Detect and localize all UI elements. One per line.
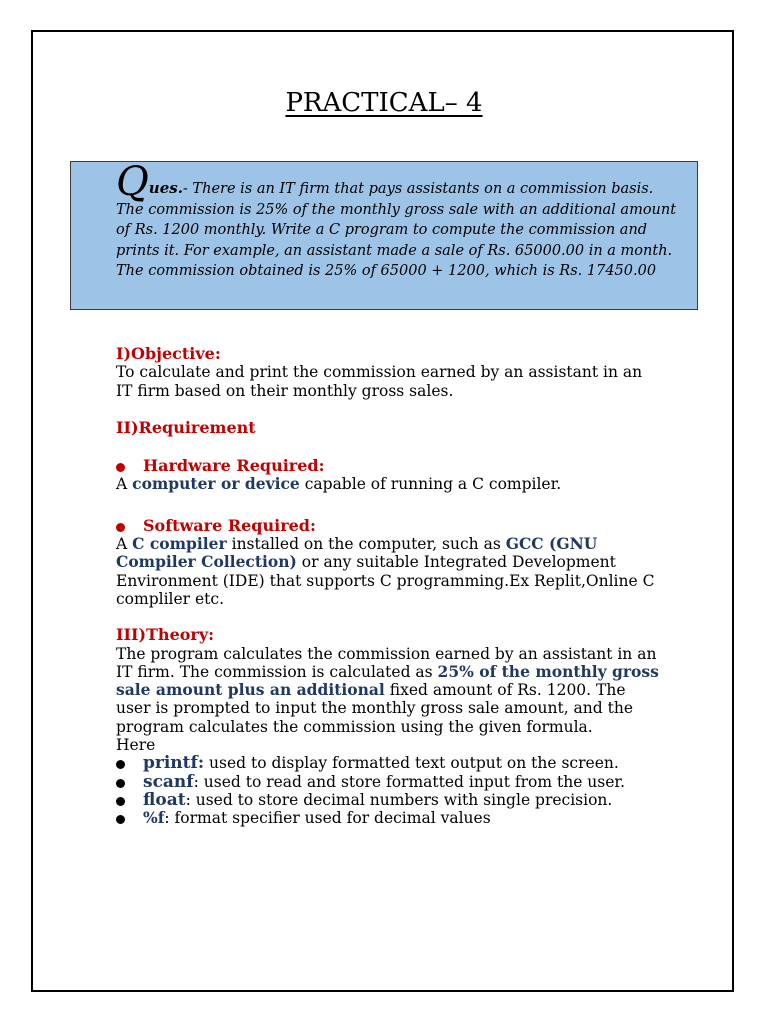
software-highlight-gcc: GCC (GNU Compiler Collection) [116,534,598,572]
question-text [116,159,691,281]
question-body: The commission is 25% of the monthly gross sale with an additional amount of Rs. 1200 monthly. Write a C program to compute the commission and prints it. For example, an assistant made a sale of Rs. 65000.00 in a month. The commission obtained is 25% of 65000 + 1200, which is Rs. 17450.00 [116,202,677,279]
question-label: ues. [148,179,183,197]
list-item: %f: format specifier used for decimal values [116,809,661,827]
bullet-icon [116,760,125,769]
objective-text: To calculate and print the commission earned by an assistant in an IT firm based on their monthly gross sales. [116,363,643,400]
software-bullet [116,517,661,535]
bullet-icon [116,523,125,532]
bullet-icon [116,463,125,472]
hardware-label: Hardware Required: [143,456,325,476]
bullet-icon [116,779,125,788]
page-title: PRACTICAL– 4 [285,88,483,118]
hardware-highlight: computer or device [132,474,300,494]
software-text: A C compiler installed on the computer, such as GCC (GNU Compiler Collection) or any suitable Integrated Development Environment (IDE) that supports C programming.Ex Replit,Online C compliler etc. [116,534,655,608]
content [116,345,661,828]
bullet-icon [116,797,125,806]
question-line1: - There is an IT firm that pays assistants on a commission basis. [182,181,654,197]
list-item: printf: used to display formatted text output on the screen. [116,754,661,772]
bullet-icon [116,815,125,824]
question-drop-cap: Q [116,159,149,205]
hardware-text: A computer or device capable of running a C compiler. [116,474,562,494]
theory-text: The program calculates the commission earned by an assistant in an IT firm. The commission is calculated as 25% of the monthly gross sale amount plus an additional fixed amount of Rs. 1200. The user is prompted to input the monthly gross sale amount, and the program calculates the commission using the given formula. [116,644,659,736]
theory-heading: III)Theory: [116,625,215,645]
software-label: Software Required: [143,515,316,535]
term-printf: printf: [143,753,205,774]
hardware-bullet [116,457,661,475]
term-scanf: scanf [143,771,194,792]
theory-highlight: 25% of the monthly gross sale amount plus an additional [116,661,659,700]
list-item: float: used to store decimal numbers with single precision. [116,791,661,809]
question-box [70,161,698,310]
objective-heading: I)Objective: [116,344,221,363]
requirement-heading: II)Requirement [116,417,256,437]
theory-here: Here [116,736,156,755]
term-float: float [143,789,186,810]
term-format-specifier: %f [143,808,165,828]
list-item: scanf: used to read and store formatted input from the user. [116,773,661,791]
software-highlight-compiler: C compiler [132,534,227,554]
